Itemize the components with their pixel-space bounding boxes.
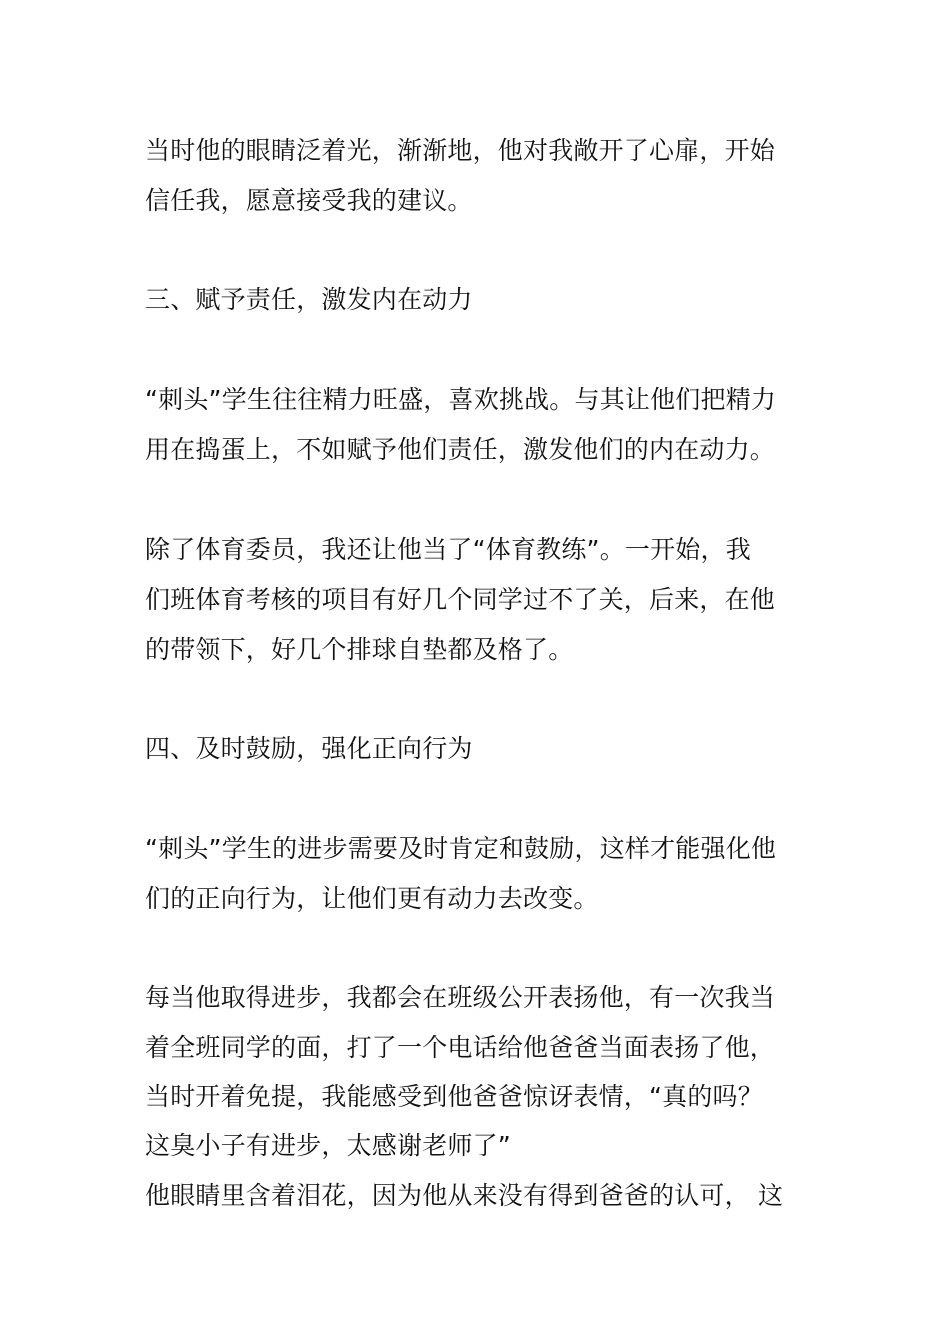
paragraph-line: 用在捣蛋上，不如赋予他们责任，激发他们的内在动力。 [145,435,776,464]
section-heading-4: 四、及时鼓励，强化正向行为 [145,734,473,763]
section-heading-3: 三、赋予责任，激发内在动力 [145,285,473,314]
paragraph-line: 每当他取得进步，我都会在班级公开表扬他，有一次我当 [145,983,776,1012]
paragraph-line: 这臭小子有进步，太感谢老师了” [145,1131,511,1160]
paragraph-line: 们的正向行为，让他们更有动力去改变。 [145,884,599,913]
paragraph-line: “刺头”学生的进步需要及时肯定和鼓励，这样才能强化他 [145,834,777,863]
paragraph-line: 信任我，愿意接受我的建议。 [145,186,473,215]
paragraph-line: 他眼睛里含着泪花，因为他从来没有得到爸爸的认可， 这 [145,1181,784,1210]
paragraph-line: “刺头”学生往往精力旺盛，喜欢挑战。与其让他们把精力 [145,385,777,414]
paragraph-line: 的带领下，好几个排球自垫都及格了。 [145,635,574,664]
paragraph-line: 们班体育考核的项目有好几个同学过不了关，后来，在他 [145,585,776,614]
paragraph-line: 当时开着免提，我能感受到他爸爸惊讶表情，“真的吗？ [145,1082,763,1111]
paragraph-line: 除了体育委员，我还让他当了“体育教练”。一开始，我 [145,535,751,564]
paragraph-line: 当时他的眼睛泛着光，渐渐地，他对我敞开了心扉，开始 [145,136,776,165]
paragraph-line: 着全班同学的面，打了一个电话给他爸爸当面表扬了他， [145,1033,776,1062]
